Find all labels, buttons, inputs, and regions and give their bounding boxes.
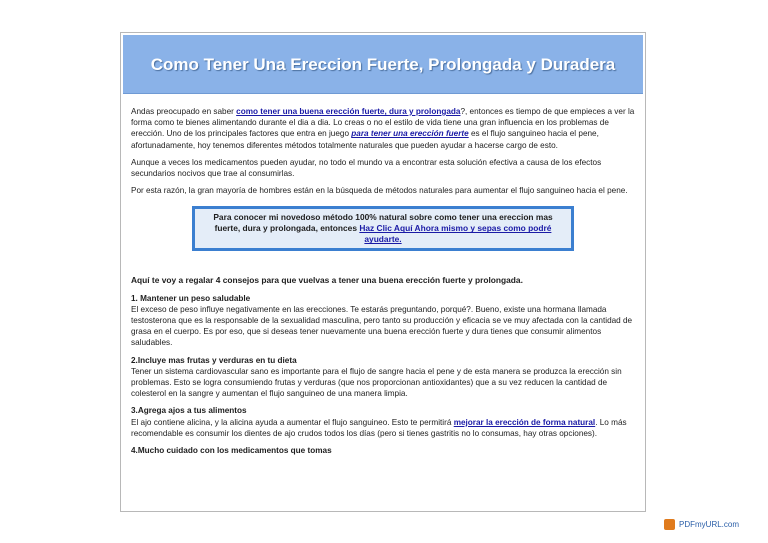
intro-paragraph-2: Aunque a veces los medicamentos pueden ayudar, no todo el mundo va a encontrar esta solución efectiva a causa de los efectos secundarios nocivos que trae al consumirlas.: [131, 157, 602, 179]
tip-1-title: 1. Mantener un peso saludable: [131, 293, 251, 303]
tip-2-title: 2.Incluye mas frutas y verduras en tu dieta: [131, 355, 297, 365]
link-erection-strong[interactable]: como tener una buena erección fuerte, dura y prolongada: [236, 107, 461, 116]
cta-link[interactable]: Haz Clic Aquí Ahora mismo y sepas como podré ayudarte.: [359, 223, 552, 245]
intro-p1-text-a: Andas preocupado en saber: [131, 107, 237, 116]
link-mejorar-ereccion[interactable]: mejorar la erección de forma natural: [453, 417, 596, 427]
tip-2: [131, 355, 635, 400]
tip-4: [131, 445, 635, 456]
tip-1-body: El exceso de peso influye negativamente en las erecciones. Te estarás preguntando, porqué?. Bueno, existe una hormana llamada testosterona que es la responsable de la sexualidad masculina, pero tanto su producción y eficacia se ve muy afectada con la cantidad de grasa en el cuerpo. Es por eso, que si deseas tener nuevamente una buena erección fuerte y dura tienes que consumir alimentos saludables.: [131, 304, 633, 348]
intro-paragraph-1: [131, 106, 635, 151]
intro-paragraph-3: Por esta razón, la gran mayoría de hombres están en la búsqueda de métodos naturales para aumentar el flujo sanguineo hacia el pene.: [131, 186, 628, 196]
cta-text: Para conocer mi novedoso método 100% natural sobre como tener una ereccion mas fuerte, dura y prolongada, entonces: [213, 212, 553, 234]
tip-3-title: 3.Agrega ajos a tus alimentos: [131, 406, 247, 416]
tip-4-title: 4.Mucho cuidado con los medicamentos que tomas: [131, 446, 332, 456]
link-para-tener[interactable]: para tener una erección fuerte: [351, 129, 469, 139]
tip-1: [131, 293, 635, 349]
pdf-icon: [664, 519, 675, 530]
gift-heading: Aquí te voy a regalar 4 consejos para que vuelvas a tener una buena erección fuerte y prolongada.: [131, 275, 523, 286]
tip-2-body: Tener un sistema cardiovascular sano es importante para el flujo de sangre hacia el pene y de esta manera se produzca la erección sin problemas. Esto se logra consumiendo frutas y verduras (que nos proporcionan antioxidantes) que a su vez reducen la cantidad de colesterol en la sangre y aumentan el flujo sanguineo de una manera limpia.: [131, 366, 622, 399]
tip-3-body-b: . Lo más recomendable es consumir los dientes de ajo crudos todos los días (pero si tienes gastritis no lo consumas, hay otras opciones).: [131, 417, 627, 438]
cta-box: [192, 206, 574, 251]
tip-3: [131, 405, 635, 439]
intro-p1-text-b: ?, entonces es tiempo de que empieces a ver la forma como te bienes alimentando durante el dia a dia. Lo creas o no el estilo de vida tiene una gran influencia en los problemas de erección. Uno de los principales factores que entra en juego: [131, 107, 635, 139]
tip-3-body-a: El ajo contiene alicina, y la alicina ayuda a aumentar el flujo sanguineo. Esto te permitirá: [131, 417, 454, 427]
pdfmyurl-logo-text: PDFmyURL.com: [679, 519, 740, 529]
article-body: [121, 96, 645, 456]
pdfmyurl-logo[interactable]: [664, 518, 739, 530]
intro-p1-text-c: es el flujo sanguineo hacia el pene, afortunadamente, hoy tenemos diferentes métodos totalmente naturales que pueden ayudar a hacerse cargo de esto.: [131, 129, 599, 150]
page-title: Como Tener Una Ereccion Fuerte, Prolongada y Duradera: [150, 54, 616, 74]
cta-container: [131, 206, 635, 251]
document-page: [120, 32, 646, 512]
page-header: [123, 35, 643, 94]
